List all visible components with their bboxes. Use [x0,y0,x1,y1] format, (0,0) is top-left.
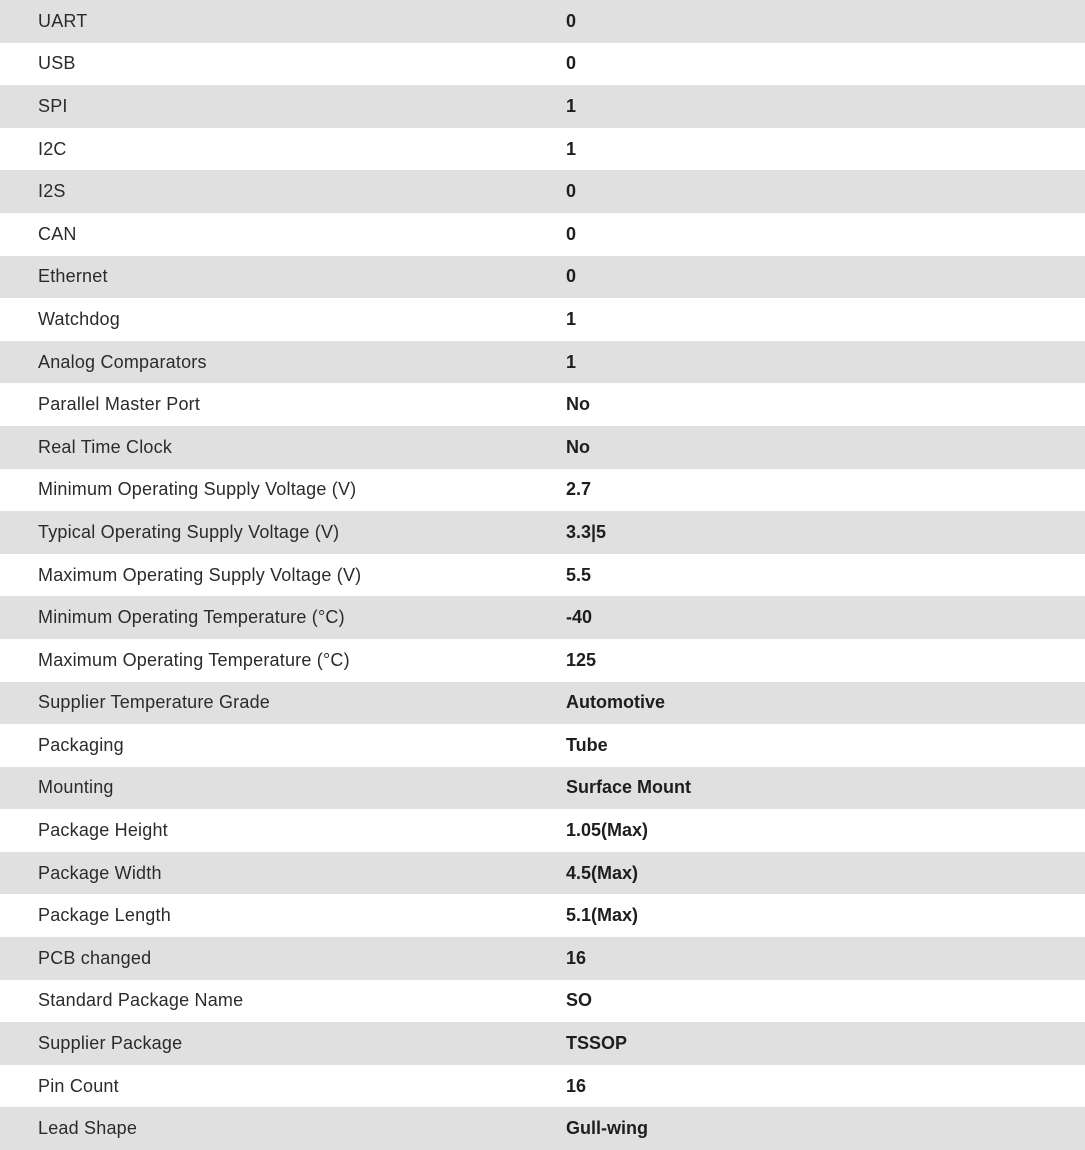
spec-row-usb [0,43,1085,86]
spec-value: 3.3|5 [566,521,607,542]
spec-label: Watchdog [38,308,120,329]
spec-row-analog-comparators [0,341,1085,384]
spec-value: 0 [566,223,577,244]
spec-label: Maximum Operating Temperature (°C) [38,649,350,670]
spec-label: Lead Shape [38,1118,138,1139]
spec-label: Supplier Temperature Grade [38,692,270,713]
spec-row-parallel-master-port [0,383,1085,426]
spec-value: Gull-wing [566,1118,648,1139]
spec-value: 5.1(Max) [566,905,639,926]
spec-value: 0 [566,10,577,31]
spec-row-package-length [0,894,1085,937]
spec-label: I2C [38,138,67,159]
spec-value: Automotive [566,692,665,713]
spec-label: SPI [38,95,68,116]
spec-value: 4.5(Max) [566,862,639,883]
spec-value: No [566,436,590,457]
spec-label: Packaging [38,734,124,755]
spec-row-max-supply-voltage [0,554,1085,597]
spec-value: 16 [566,1075,587,1096]
spec-value: -40 [566,607,593,628]
spec-label: Analog Comparators [38,351,207,372]
spec-value: Tube [566,734,608,755]
spec-row-mounting [0,767,1085,810]
spec-value: 1.05(Max) [566,820,649,841]
spec-label: USB [38,53,76,74]
spec-row-standard-package-name [0,980,1085,1023]
spec-row-spi [0,85,1085,128]
spec-row-pcb-changed [0,937,1085,980]
spec-label: Package Width [38,862,162,883]
spec-value: TSSOP [566,1033,628,1054]
spec-row-package-width [0,852,1085,895]
spec-value: 2.7 [566,479,592,500]
spec-value: 1 [566,308,577,329]
spec-row-ethernet [0,256,1085,299]
spec-value: 0 [566,266,577,287]
spec-label: Minimum Operating Supply Voltage (V) [38,479,357,500]
spec-label: Typical Operating Supply Voltage (V) [38,521,340,542]
spec-row-max-temperature [0,639,1085,682]
spec-row-packaging [0,724,1085,767]
spec-row-min-supply-voltage [0,469,1085,512]
spec-row-can [0,213,1085,256]
spec-row-i2s [0,170,1085,213]
spec-label: PCB changed [38,947,152,968]
spec-label: Ethernet [38,266,108,287]
spec-value: 5.5 [566,564,592,585]
spec-value: 1 [566,351,577,372]
spec-label: I2S [38,181,66,202]
spec-label: Real Time Clock [38,436,173,457]
spec-label: Maximum Operating Supply Voltage (V) [38,564,362,585]
spec-label: CAN [38,223,77,244]
spec-label: UART [38,10,88,31]
spec-value: SO [566,990,593,1011]
spec-row-temperature-grade [0,682,1085,725]
spec-value: 125 [566,649,597,670]
spec-row-lead-shape [0,1107,1085,1150]
spec-row-supplier-package [0,1022,1085,1065]
spec-label: Pin Count [38,1075,119,1096]
spec-label: Standard Package Name [38,990,244,1011]
spec-value: No [566,394,590,415]
spec-value: 0 [566,53,577,74]
spec-label: Mounting [38,777,114,798]
spec-value: 1 [566,95,577,116]
spec-label: Package Height [38,820,168,841]
spec-row-watchdog [0,298,1085,341]
spec-value: Surface Mount [566,777,692,798]
spec-row-typical-supply-voltage [0,511,1085,554]
spec-label: Minimum Operating Temperature (°C) [38,607,345,628]
spec-label: Package Length [38,905,171,926]
spec-label: Supplier Package [38,1033,183,1054]
spec-row-real-time-clock [0,426,1085,469]
spec-label: Parallel Master Port [38,394,201,415]
spec-row-min-temperature [0,596,1085,639]
spec-row-package-height [0,809,1085,852]
spec-value: 1 [566,138,577,159]
spec-row-i2c [0,128,1085,171]
spec-row-pin-count [0,1065,1085,1108]
spec-value: 16 [566,947,587,968]
spec-row-uart [0,0,1085,43]
spec-value: 0 [566,181,577,202]
